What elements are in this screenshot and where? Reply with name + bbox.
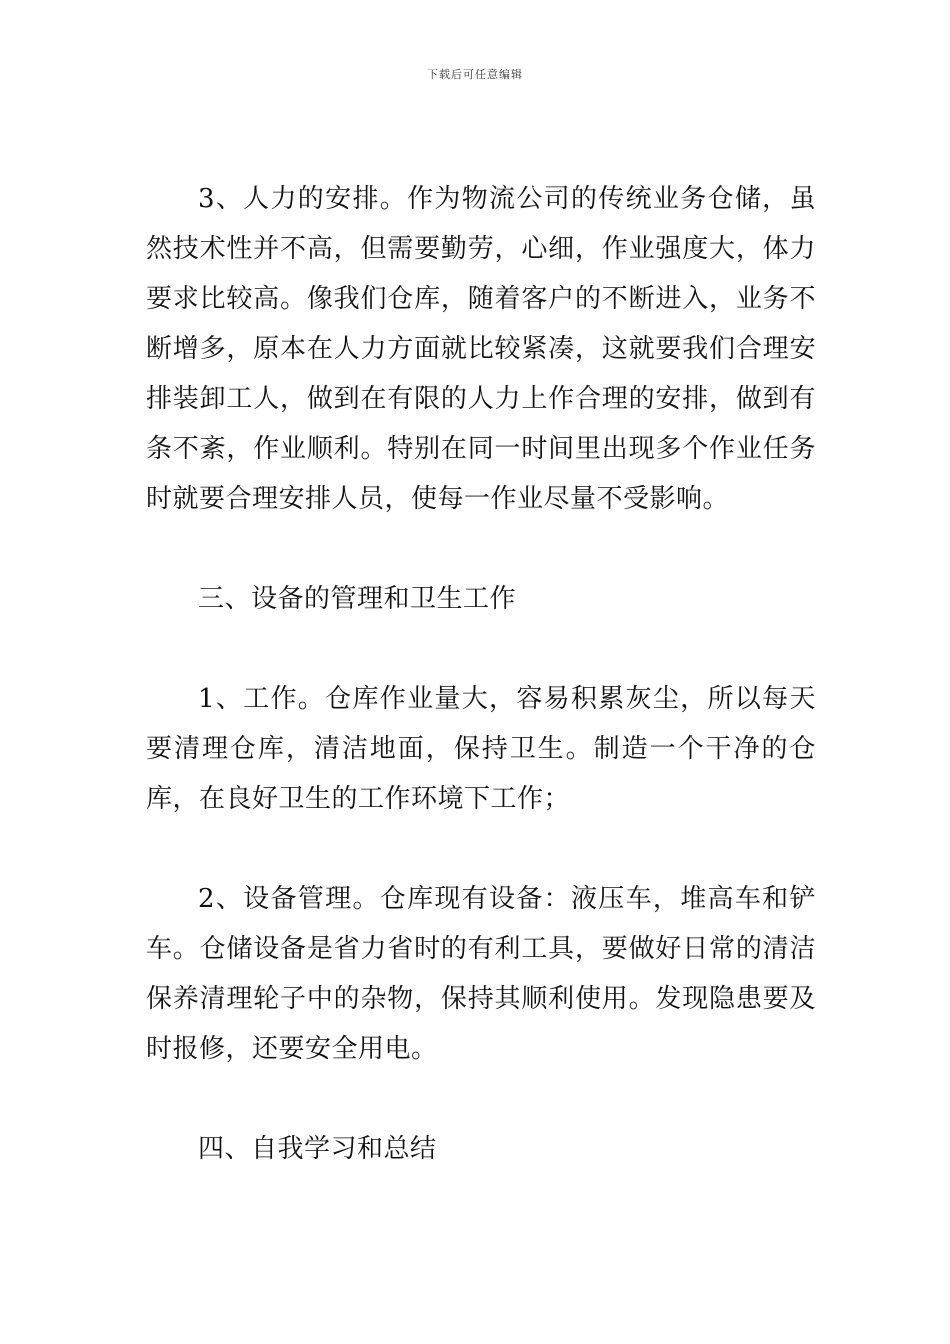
- paragraph-equipment-management: 2、设备管理。仓库现有设备：液压车，堆高车和铲车。仓储设备是省力省时的有利工具，要做好日常的清洁保养清理轮子中的杂物，保持其顺利使用。发现隐患要及时报修，还要安全用电。: [146, 884, 816, 1064]
- section-heading-self-study: 四、自我学习和总结: [198, 1134, 437, 1164]
- paragraph-gap: [146, 524, 816, 574]
- page-header: 下载后可任意编辑: [427, 68, 523, 81]
- paragraph-hygiene: 1、工作。仓库作业量大，容易积累灰尘，所以每天要清理仓库，清洁地面，保持卫生。制造一个干净的仓库，在良好卫生的工作环境下工作；: [146, 684, 816, 814]
- paragraph-manpower: 3、人力的安排。作为物流公司的传统业务仓储，虽然技术性并不高，但需要勤劳，心细，作业强度大，体力要求比较高。像我们仓库，随着客户的不断进入，业务不断增多，原本在人力方面就比较紧凑，这就要我们合理安排装卸工人，做到在有限的人力上作合理的安排，做到有条不紊，作业顺利。特别在同一时间里出现多个作业任务时就要合理安排人员，使每一作业尽量不受影响。: [146, 184, 816, 514]
- paragraph-gap: [146, 824, 816, 874]
- paragraph-gap: [146, 624, 816, 674]
- paragraph-gap: [146, 1074, 816, 1124]
- document-body: [146, 174, 816, 1174]
- section-heading-equipment: 三、设备的管理和卫生工作: [198, 584, 517, 614]
